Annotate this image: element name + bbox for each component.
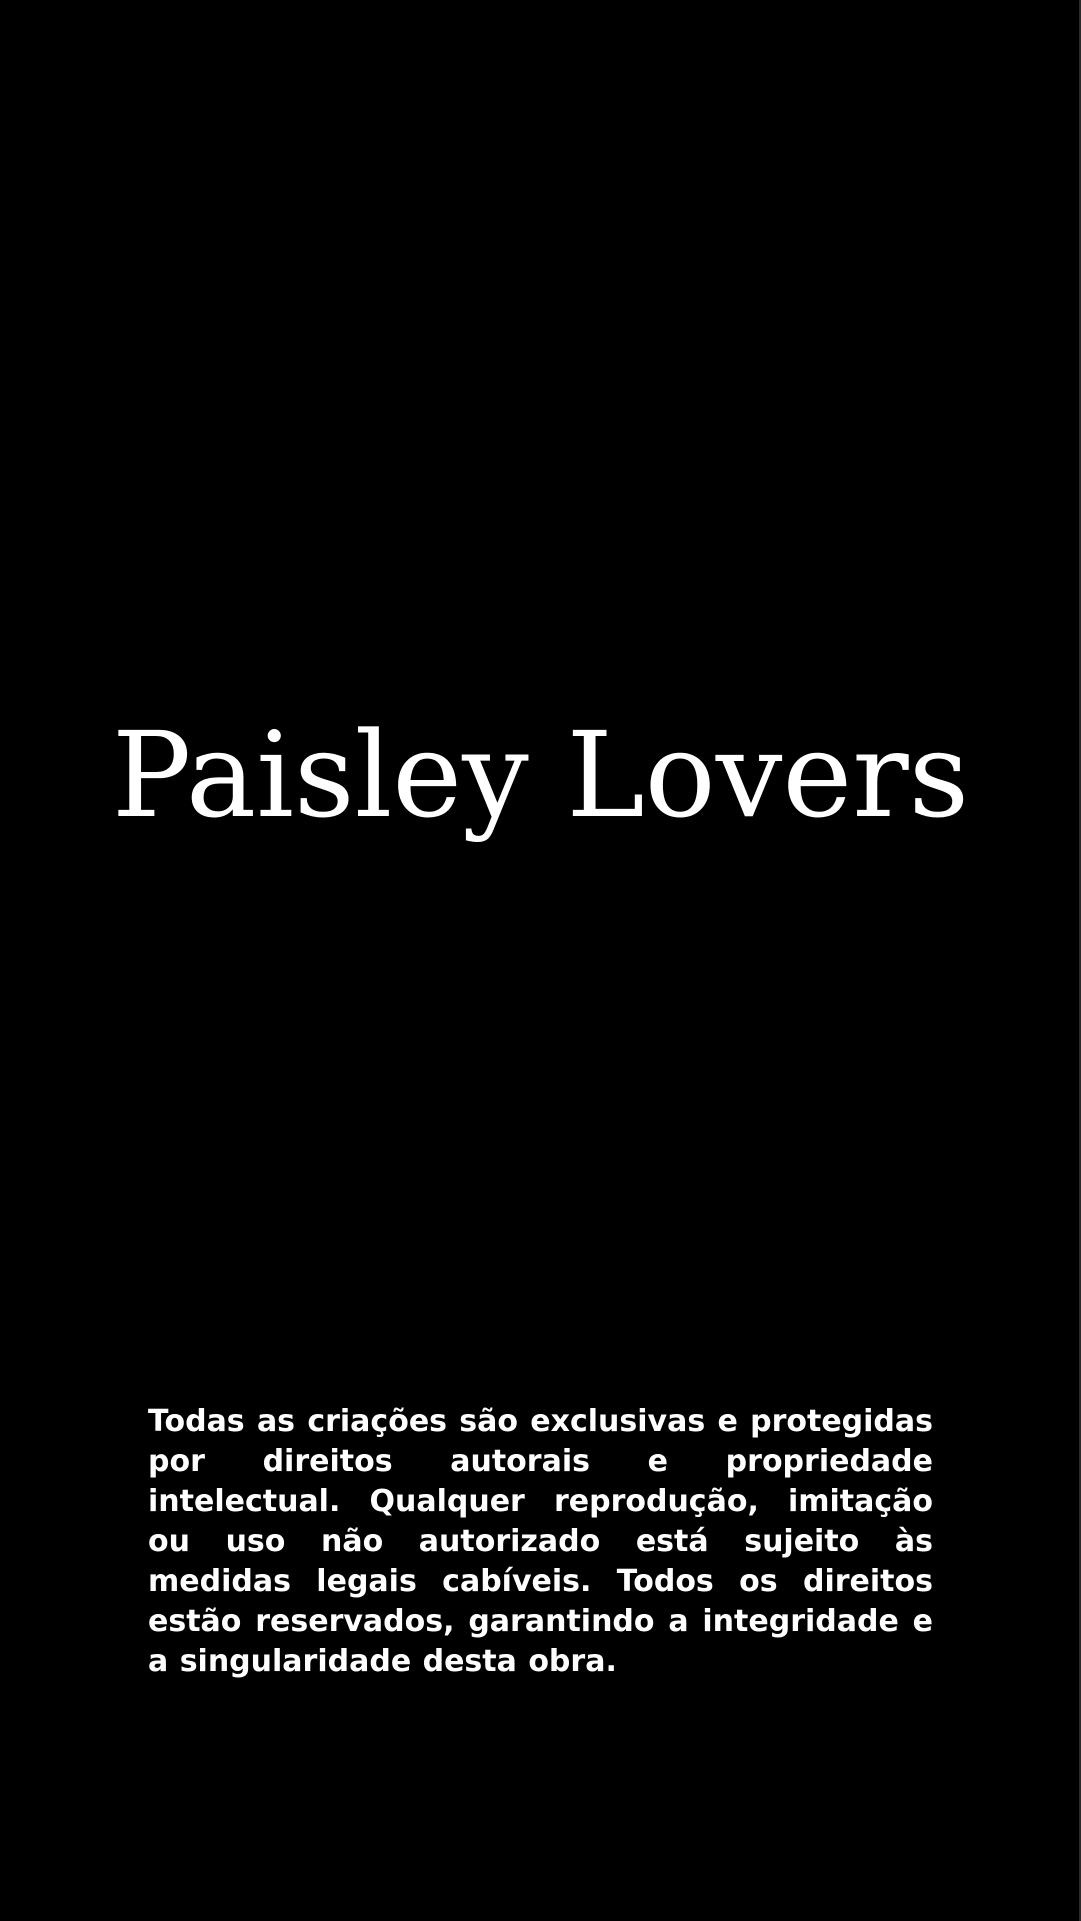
copyright-notice: Todas as criações são exclusivas e protegidas por direitos autorais e propriedade intelectual. Qualquer reprodução, imitação ou uso não autorizado está sujeito às medidas legais cabíveis. Todos os direitos estão reservados, garantindo a integridade e a singularidade desta obra. (148, 1404, 933, 1679)
brand-title: Paisley Lovers (111, 706, 970, 844)
